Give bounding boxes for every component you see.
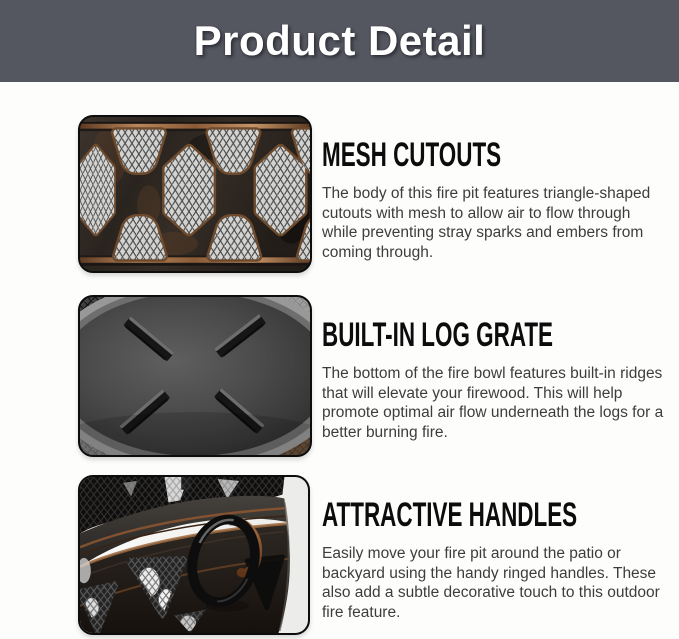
feature-heading-mesh-cutouts: MESH CUTOUTS (322, 136, 502, 174)
mesh-cutouts-photo (78, 115, 312, 273)
log-grate-illustration (80, 297, 310, 455)
feature-heading-log-grate: BUILT-IN LOG GRATE (322, 316, 554, 354)
section-log-grate (322, 316, 668, 442)
mesh-cutouts-illustration (80, 117, 310, 271)
feature-heading-handles: ATTRACTIVE HANDLES (322, 496, 578, 534)
log-grate-photo (78, 295, 312, 457)
section-handles (322, 496, 668, 622)
ring-handle-photo (78, 475, 310, 635)
product-detail-banner (0, 0, 679, 82)
feature-description-log-grate: The bottom of the fire bowl features built-in ridges that will elevate your firewood. This will help promote optimal air flow underneath the logs for a better burning fire. (322, 365, 664, 441)
page-title: Product Detail (193, 17, 486, 64)
ring-handle-illustration (80, 477, 308, 633)
section-mesh-cutouts (322, 136, 668, 262)
feature-description-handles: Easily move your fire pit around the patio or backyard using the handy ringed handles. These also add a subtle decorative touch to this outdoor fire feature. (322, 545, 660, 621)
feature-description-mesh-cutouts: The body of this fire pit features triangle-shaped cutouts with mesh to allow air to flow through while preventing stray sparks and embers from coming through. (322, 185, 651, 261)
